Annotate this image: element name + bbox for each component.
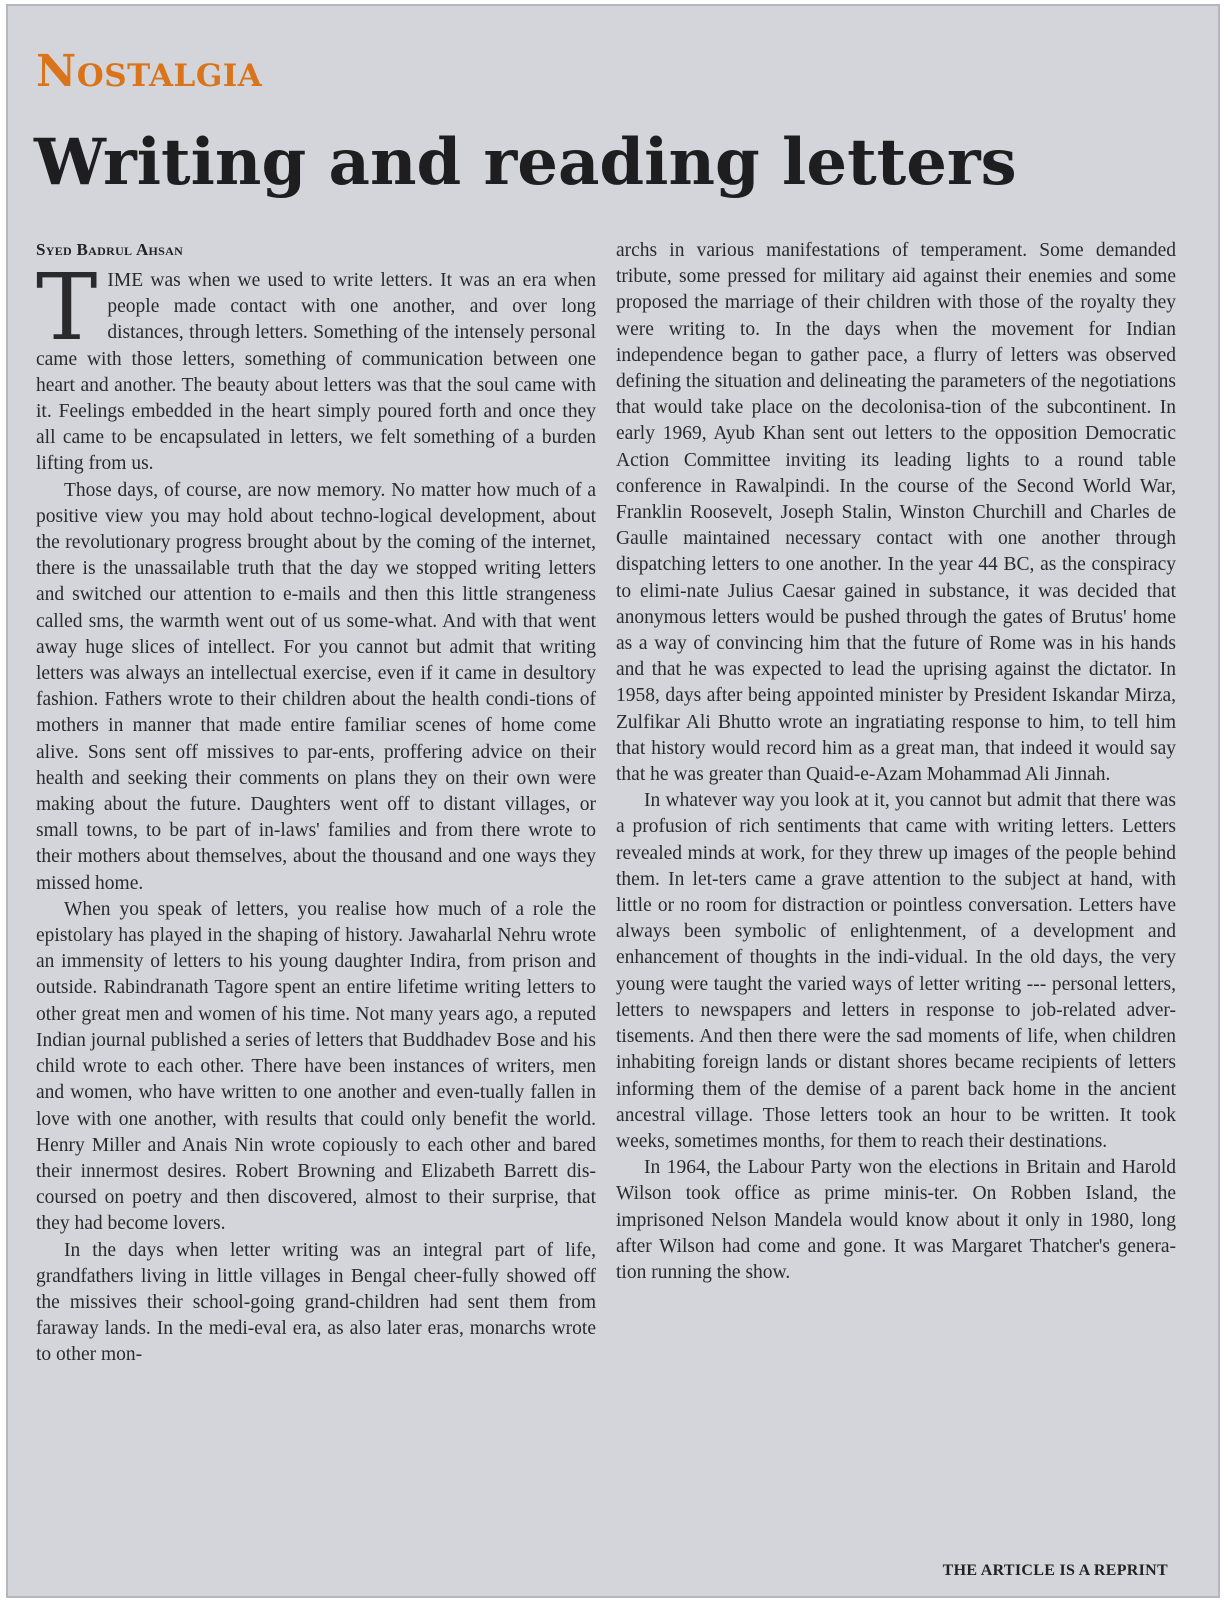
- article-headline: Writing and reading letters: [34, 125, 1017, 200]
- continued-paragraph: archs in various manifestations of temperament. Some demanded tribute, some pressed for military aid against their enemies and some proposed the marriage of their children with those of the royalty they were writing to. In the days when the movement for Indian independence began to gather pace, a flurry of letters was observed defining the situation and delineating the parameters of the negotiations that would take place on the decolonisa-tion of the subcontinent. In early 1969, Ayub Khan sent out letters to the opposition Democratic Action Committee inviting its leading lights to a round table conference in Rawalpindi. In the course of the Second World War, Franklin Roosevelt, Joseph Stalin, Winston Churchill and Charles de Gaulle maintained necessary contact with one another through dispatching letters to one another. In the year 44 BC, as the conspiracy to elimi-nate Julius Caesar gained in substance, it was decided that anonymous letters would be pushed through the gates of Brutus' home as a way of convincing him that the future of Rome was in his hands and that he was expected to lead the uprising against the dictator. In 1958, days after being appointed minister by President Iskandar Mirza, Zulfikar Ali Bhutto wrote an ingratiating response to him, to tell him that history would record him as a great man, that indeed it would say that he was greater than Quaid-e-Azam Mohammad Ali Jinnah.: [616, 240, 1176, 786]
- author-byline: Syed Badrul Ahsan: [36, 240, 184, 259]
- body-paragraph: When you speak of letters, you realise how much of a role the epistolary has played in the shaping of history. Jawaharlal Nehru wrote an immensity of letters to his young daughter Indira, from prison and outside. Rabindranath Tagore spent an entire lifetime writing letters to other great men and women of his time. Not many years ago, a reputed Indian journal published a series of letters that Buddhadev Bose and his child wrote to each other. There have been instances of writers, men and women, who have written to one another and even-tually fallen in love with one another, with results that could only benefit the world. Henry Miller and Anais Nin wrote copiously to each other and bared their innermost desires. Robert Browning and Elizabeth Barrett dis-coursed on poetry and then discovered, almost to their surprise, that they had become lovers.: [36, 898, 596, 1235]
- right-column: [616, 238, 1176, 1538]
- drop-cap: T: [36, 268, 98, 361]
- body-paragraph: In the days when letter writing was an integral part of life, grandfathers living in little villages in Bengal cheer-fully showed off the missives their school-going grand-children had sent them from faraway lands. In the medi-eval era, as also later eras, monarchs wrote to other mon-: [36, 1239, 596, 1366]
- left-column: [36, 268, 596, 1578]
- body-paragraph: Those days, of course, are now memory. No matter how much of a positive view you may hold about techno-logical development, about the revolutionary progress brought about by the coming of the internet, there is the unassailable truth that the day we stopped writing letters and switched our attention to e-mails and then this little strangeness called sms, the warmth went out of us some-what. And with that went away huge slices of intellect. For you cannot but admit that writing letters was always an intellectual exercise, even if it came in desultory fashion. Fathers wrote to their children about the health condi-tions of mothers in manner that made entire familiar scenes of home come alive. Sons sent off missives to par-ents, proffering advice on their health and seeking their comments on plans they on their own were making about the future. Daughters went off to distant villages, or small towns, to be part of in-laws' families and from there wrote to their mothers about themselves, about the thousand and one ways they missed home.: [36, 479, 596, 894]
- body-paragraph: In 1964, the Labour Party won the elections in Britain and Harold Wilson took office as prime minis-ter. On Robben Island, the imprisoned Nelson Mandela would know about it only in 1980, long after Wilson had come and gone. It was Margaret Thatcher's genera-tion running the show.: [616, 1157, 1176, 1283]
- opening-paragraph-text: IME was when we used to write letters. It was an era when people made contact with one another, and over long distances, through letters. Something of the intensely personal came with those letters, something of communication between one heart and another. The beauty about letters was that the soul came with it. Feelings embedded in the heart simply poured forth and once they all came to be encapsulated in letters, we felt something of a burden lifting from us.: [36, 270, 596, 475]
- section-kicker: Nostalgia: [36, 46, 263, 97]
- body-paragraph: In whatever way you look at it, you cannot but admit that there was a profusion of rich sentiments that came with writing letters. Letters revealed minds at work, for they threw up images of the people behind them. In let-ters came a grave attention to the subject at hand, with little or no room for distraction or pointless conversation. Letters have always been symbolic of enlightenment, of a development and enhancement of thoughts in the indi-vidual. In the old days, the very young were taught the varied ways of letter writing --- personal letters, letters to newspapers and letters in response to job-related adver-tisements. And then there were the sad moments of life, when children inhabiting foreign lands or distant shores became recipients of letters informing them of the demise of a parent back home in the ancient ancestral village. Those letters took an hour to be written. It took weeks, sometimes months, for them to reach their destinations.: [616, 790, 1176, 1152]
- opening-paragraph: [36, 268, 596, 478]
- reprint-note: THE ARTICLE IS A REPRINT: [942, 1562, 1168, 1579]
- article-page: [6, 4, 1220, 1598]
